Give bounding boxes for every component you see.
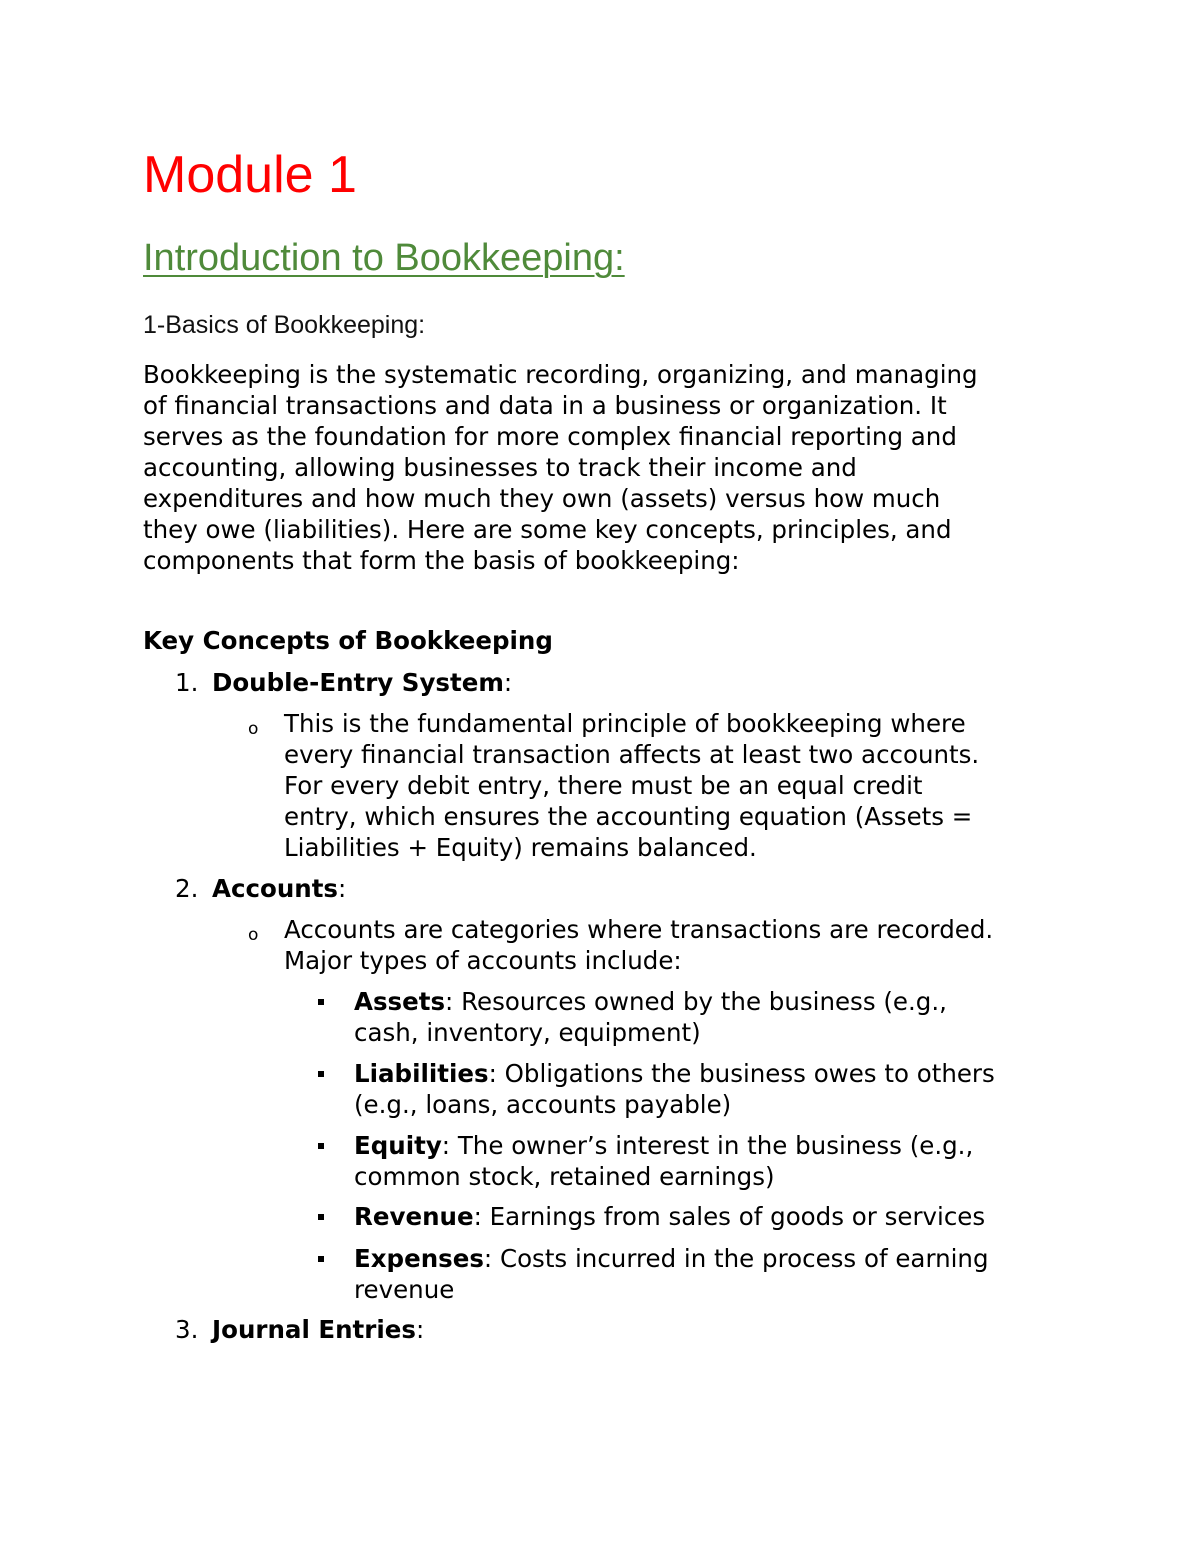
intro-line: serves as the foundation for more complex financial reporting and	[143, 422, 957, 451]
sub-heading: 1-Basics of Bookkeeping:	[143, 311, 426, 339]
intro-line: components that form the basis of bookkeeping:	[143, 546, 740, 575]
square-bullet-icon	[318, 999, 324, 1005]
item-suffix: :	[503, 668, 513, 697]
square-bullet-icon	[318, 1256, 324, 1262]
detail-line: Accounts are categories where transactions are recorded.	[284, 915, 994, 944]
detail-line: Liabilities + Equity) remains balanced.	[284, 833, 757, 862]
account-term: Equity	[354, 1131, 442, 1160]
intro-line: accounting, allowing businesses to track their income and	[143, 453, 857, 482]
intro-line: of financial transactions and data in a business or organization. It	[143, 391, 947, 420]
section-title: Introduction to Bookkeeping:	[143, 237, 625, 279]
detail-line: entry, which ensures the accounting equation (Assets =	[284, 802, 973, 831]
circle-bullet-icon: o	[248, 719, 259, 739]
numbered-item-double-entry	[175, 666, 512, 700]
intro-line: Bookkeeping is the systematic recording, organizing, and managing	[143, 360, 978, 389]
account-desc: common stock, retained earnings)	[354, 1162, 775, 1191]
account-term: Liabilities	[354, 1059, 489, 1088]
square-bullet-icon	[318, 1143, 324, 1149]
account-desc: : Earnings from sales of goods or services	[473, 1202, 986, 1231]
intro-line: they owe (liabilities). Here are some key concepts, principles, and	[143, 515, 952, 544]
item-label: Journal Entries	[212, 1315, 416, 1344]
account-desc: : Resources owned by the business (e.g.,	[445, 987, 947, 1016]
account-desc: revenue	[354, 1275, 455, 1304]
item-number: 1.	[175, 668, 199, 697]
bullet-text	[284, 708, 979, 863]
account-desc: : Obligations the business owes to others	[488, 1059, 995, 1088]
detail-line: For every debit entry, there must be an equal credit	[284, 771, 923, 800]
item-label: Accounts	[212, 874, 339, 903]
item-number: 2.	[175, 874, 199, 903]
concepts-heading: Key Concepts of Bookkeeping	[143, 626, 553, 655]
circle-bullet-icon: o	[248, 925, 259, 945]
account-term: Revenue	[354, 1202, 474, 1231]
account-desc: : Costs incurred in the process of earning	[483, 1244, 989, 1273]
numbered-item-accounts	[175, 872, 346, 906]
item-number: 3.	[175, 1315, 199, 1344]
account-desc: cash, inventory, equipment)	[354, 1018, 701, 1047]
account-term: Expenses	[354, 1244, 484, 1273]
account-term: Assets	[354, 987, 446, 1016]
account-desc: : The owner’s interest in the business (e.g.,	[441, 1131, 974, 1160]
detail-line: every financial transaction affects at least two accounts.	[284, 740, 980, 769]
item-suffix: :	[338, 874, 347, 903]
square-bullet-icon	[318, 1214, 324, 1220]
intro-paragraph	[143, 359, 1063, 576]
detail-line: Major types of accounts include:	[284, 946, 682, 975]
numbered-item-journal-entries	[175, 1313, 424, 1347]
item-suffix: :	[415, 1315, 425, 1344]
detail-line: This is the fundamental principle of bookkeeping where	[284, 709, 966, 738]
item-label: Double-Entry System	[212, 668, 504, 697]
square-bullet-icon	[318, 1071, 324, 1077]
intro-line: expenditures and how much they own (assets) versus how much	[143, 484, 941, 513]
account-desc: (e.g., loans, accounts payable)	[354, 1090, 732, 1119]
bullet-text	[284, 914, 993, 976]
module-title: Module 1	[143, 146, 357, 204]
